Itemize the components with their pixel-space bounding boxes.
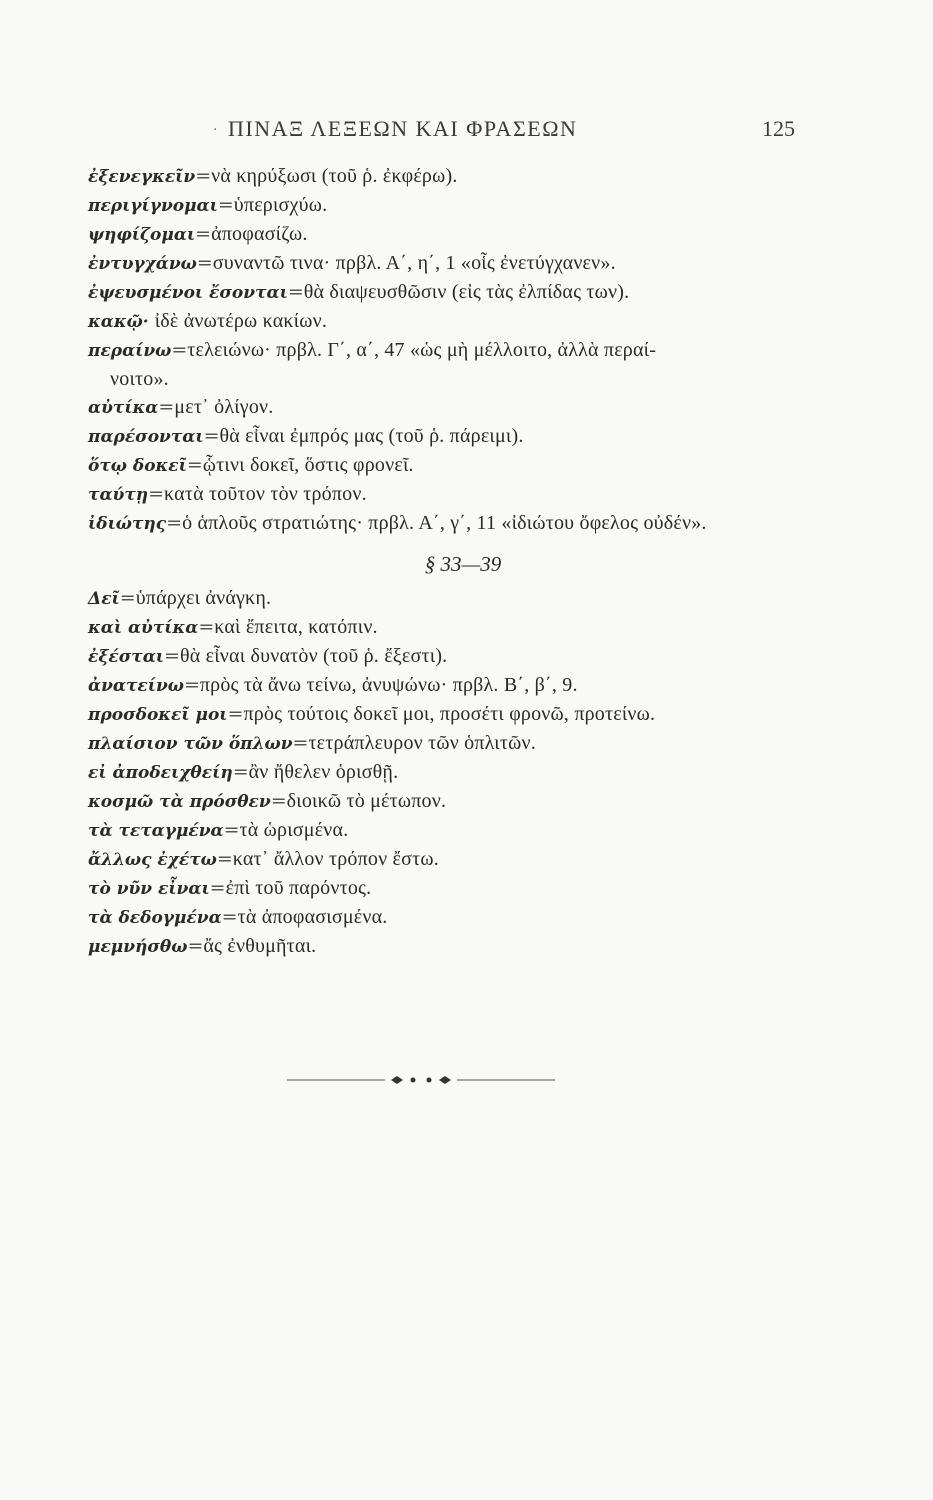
glossary-entries — [88, 162, 808, 961]
entry-term: παρέσονται — [88, 427, 204, 447]
entry-definition: τὰ ὡρισμένα. — [239, 819, 349, 841]
glossary-entry — [88, 584, 808, 613]
glossary-entry — [88, 874, 808, 903]
entry-separator: = — [164, 645, 180, 667]
glossary-entry — [88, 845, 808, 874]
entry-separator: = — [221, 906, 238, 928]
glossary-entry — [88, 700, 808, 729]
entry-term: πλαίσιον τῶν ὅπλων — [88, 734, 293, 754]
entry-separator: = — [183, 674, 200, 696]
entry-term: καὶ αὐτίκα — [88, 618, 199, 638]
glossary-entry — [88, 451, 808, 480]
entry-definition: ᾧτινι δοκεῖ, ὅστις φρονεῖ. — [202, 454, 414, 476]
entry-separator: = — [223, 819, 240, 841]
entry-definition: ὑπερισχύω. — [233, 194, 328, 216]
glossary-entry — [88, 162, 808, 191]
entry-separator: = — [158, 396, 175, 418]
entry-definition: ὑπάρχει ἀνάγκη. — [135, 587, 272, 609]
entry-definition: διοικῶ τὸ μέτωπον. — [286, 790, 447, 812]
entry-definition: θὰ εἶναι δυνατὸν (τοῦ ῥ. ἔξεστι). — [179, 645, 448, 667]
entry-separator: = — [216, 848, 233, 870]
entry-separator: = — [203, 425, 220, 447]
entry-definition: συναντῶ τινα· πρβλ. Α΄, η΄, 1 «οἷς ἐνετύγχανεν». — [212, 252, 616, 274]
entry-term: ἐψευσμένοι ἔσονται — [88, 283, 288, 303]
entry-definition: κατὰ τοῦτον τὸν τρόπον. — [164, 483, 367, 505]
entry-definition: τελειώνω· πρβλ. Γ΄, α΄, 47 «ὡς μὴ μέλλοιτο, ἀλλὰ περαί- — [187, 339, 657, 361]
entry-definition: κατ᾽ ἄλλον τρόπον ἔστω. — [232, 848, 439, 870]
entry-definition: ἰδὲ ἀνωτέρω κακίων. — [154, 310, 328, 332]
entry-definition: θὰ διαψευσθῶσιν (εἰς τὰς ἐλπίδας των). — [303, 281, 630, 303]
entry-definition: καὶ ἔπειτα, κατόπιν. — [214, 616, 378, 638]
glossary-entry — [88, 903, 808, 932]
header-title: ΠΙΝΑΞ ΛΕΞΕΩΝ ΚΑΙ ΦΡΑΣΕΩΝ — [228, 116, 578, 141]
glossary-entry — [88, 393, 808, 422]
entry-term: ἀνατείνω — [88, 676, 184, 696]
entry-separator: = — [198, 616, 215, 638]
glossary-entry — [88, 509, 808, 538]
entry-separator: = — [209, 877, 226, 899]
entry-term: περαίνω — [88, 341, 172, 361]
entry-separator: = — [166, 512, 183, 534]
entry-term: ἐντυγχάνω — [88, 254, 197, 274]
entry-term: αὐτίκα — [88, 398, 159, 418]
glossary-entry — [88, 787, 808, 816]
entry-term: τὰ δεδογμένα — [88, 908, 222, 928]
glossary-entry — [88, 642, 808, 671]
entry-definition: τὰ ἀποφασισμένα. — [237, 906, 388, 928]
entry-term: μεμνήσθω — [88, 937, 188, 957]
glossary-entry — [88, 422, 808, 451]
entry-term: ταύτῃ — [88, 485, 149, 505]
entry-term: κοσμῶ τὰ πρόσθεν — [88, 792, 271, 812]
section-heading: § 33—39 — [424, 552, 502, 576]
glossary-entry — [88, 220, 808, 249]
entry-separator: = — [187, 935, 204, 957]
running-header — [0, 112, 933, 146]
glossary-entry — [88, 336, 808, 365]
entry-term: προσδοκεῖ μοι — [88, 705, 228, 725]
glossary-entry — [88, 278, 808, 307]
entry-definition: ἄς ἐνθυμῆται. — [203, 935, 317, 957]
entry-definition: ὁ ἁπλοῦς στρατιώτης· πρβλ. Α΄, γ΄, 11 «ἰδιώτου ὄφελος οὐδέν». — [182, 512, 707, 534]
glossary-entry — [88, 480, 808, 509]
entry-separator: = — [119, 587, 136, 609]
glossary-entry — [88, 249, 808, 278]
entry-term: τὸ νῦν εἶναι — [88, 879, 210, 899]
entry-separator: = — [148, 483, 165, 505]
entry-term: ἐξέσται — [88, 647, 165, 667]
glossary-entry — [88, 932, 808, 961]
entry-term: ὅτῳ δοκεῖ — [88, 456, 187, 476]
entry-definition: τετράπλευρον τῶν ὁπλιτῶν. — [308, 732, 536, 754]
entry-separator: = — [171, 339, 188, 361]
glossary-entry — [88, 307, 808, 336]
entry-separator: = — [232, 761, 249, 783]
entry-term: Δεῖ — [88, 589, 120, 609]
entry-term: ἐξενεγκεῖν — [88, 167, 196, 187]
entry-separator: = — [195, 223, 212, 245]
entry-term: τὰ τεταγμένα — [88, 821, 224, 841]
glossary-entry — [88, 816, 808, 845]
entry-separator: = — [270, 790, 287, 812]
entry-definition: ἐπὶ τοῦ παρόντος. — [225, 877, 372, 899]
page-number: 125 — [762, 116, 795, 141]
ornament-divider — [287, 1074, 555, 1086]
glossary-entry — [88, 613, 808, 642]
entry-separator: = — [227, 703, 244, 725]
entry-definition: θὰ εἶναι ἐμπρός μας (τοῦ ῥ. πάρειμι). — [219, 425, 524, 447]
entry-separator: = — [186, 454, 203, 476]
glossary-entry — [88, 729, 808, 758]
entry-definition: πρὸς τὰ ἄνω τείνω, ἀνυψώνω· πρβλ. Β΄, β΄, 9. — [199, 674, 578, 696]
entry-definition: ἂν ἤθελεν ὁρισθῇ. — [248, 761, 399, 783]
entry-definition: νοιτο». — [110, 368, 169, 390]
entry-term: κακῷ· — [88, 312, 149, 332]
entry-term: ἰδιώτης — [88, 514, 167, 534]
entry-term: ἄλλως ἐχέτω — [88, 850, 217, 870]
glossary-entry — [88, 758, 808, 787]
glossary-entry — [88, 191, 808, 220]
glossary-part-1 — [88, 162, 808, 538]
glossary-entry — [88, 365, 808, 393]
entry-term: εἰ ἀποδειχθείη — [88, 763, 233, 783]
entry-term: περιγίγνομαι — [88, 196, 218, 216]
entry-definition: νὰ κηρύξωσι (τοῦ ῥ. ἐκφέρω). — [211, 165, 458, 187]
header-dot: · — [213, 122, 218, 138]
entry-definition: πρὸς τούτοις δοκεῖ μοι, προσέτι φρονῶ, προτείνω. — [243, 703, 656, 725]
entry-separator: = — [196, 252, 213, 274]
entry-separator: = — [287, 281, 304, 303]
glossary-part-2 — [88, 584, 808, 961]
entry-definition: μετ᾽ ὀλίγον. — [174, 396, 274, 418]
entry-definition: ἀποφασίζω. — [211, 223, 308, 245]
entry-separator: = — [217, 194, 234, 216]
entry-term: ψηφίζομαι — [88, 225, 196, 245]
entry-separator: = — [292, 732, 309, 754]
glossary-entry — [88, 671, 808, 700]
entry-separator: = — [195, 165, 212, 187]
